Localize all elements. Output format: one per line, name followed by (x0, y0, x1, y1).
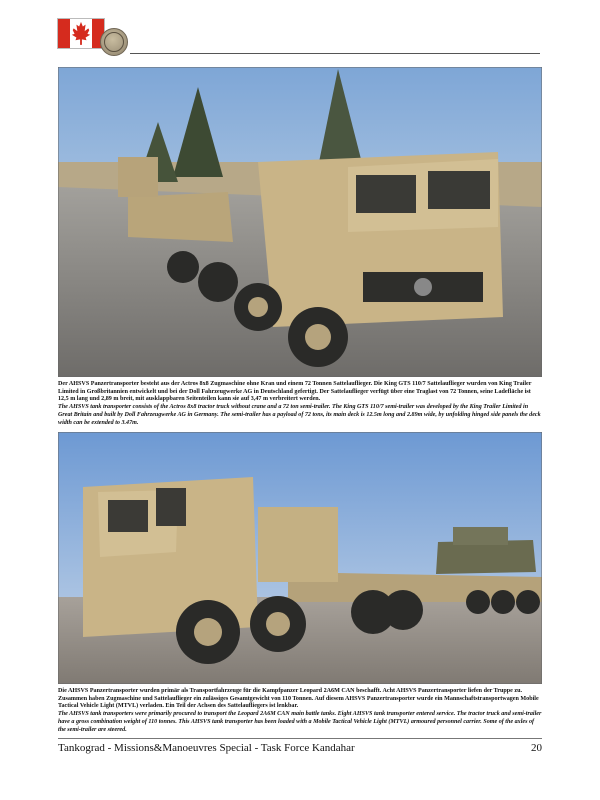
footer-divider (58, 738, 542, 739)
maple-leaf-icon (70, 21, 92, 46)
canada-flag-icon (57, 18, 105, 49)
flag-red-bar-left (58, 19, 70, 48)
caption-english-text: The AHSVS tank transporter consists of the Actros 8x8 tractor truck without crane and a 72 ton semi-trailer. The King GTS 110/7 semi-trailer was developed by the King Trailer Limited in Great Britain and built by Doll Fahrzeugwerke AG in Germany. The semi-trailer has a payload of 72 tons, its main deck is 12.5m long and 2.89m wide, by unfolding hinged side panels the deck width can be extended to 3.47m. (58, 404, 541, 426)
ahsvs-convoy-photo (58, 67, 542, 377)
caption-german-text: Die AHSVS Panzertransporter wurden primär als Transportfahrzeuge für die Kampfpanzer Leopard 2A6M CAN beschafft. Acht AHSVS Panzertransporter liefen der Truppe zu. Zusammen haben Zugmaschine und Sattelauflieger ein zulässiges Gesamtgewicht von 110 Tonnen. Auf diesem AHSVS Panzertransporter wurde ein Mannschaftstransportwagen Mobile Tactical Vehicle Light (MTVL) verladen. Ein Teil der Achsen des Sattelaufliegers ist lenkbar. (58, 688, 539, 710)
footer-title: Tankograd - Missions&Manoeuvres Special - Task Force Kandahar (58, 742, 355, 754)
caption-english-text: The AHSVS tank transporters were primarily procured to transport the Leopard 2A6M CAN main battle tanks. Eight AHSVS tank transporter entered service. The tractor truck and semi-trailer have a gross combination weight of 110 tonnes. This AHSVS tank transporter has been loaded with a Mobile Tactical Vehicle Light (MTVL) armoured personnel carrier. Some of the axles of the semi-trailer are steered. (58, 711, 542, 733)
ahsvs-leopard-photo (58, 432, 542, 684)
page-number: 20 (531, 742, 542, 754)
photo-caption-2 (58, 688, 542, 734)
header-divider (130, 53, 540, 54)
photo-caption-1 (58, 381, 542, 427)
caption-german-text: Der AHSVS Panzertransporter besteht aus der Actros 8x8 Zugmaschine ohne Kran und einem 72 Tonnen Sattelauflieger. Die King GTS 110/7 Sattelauflieger wurden von King Trailer Limited in Großbritannien entwickelt und bei der Doll Fahrzeugwerke AG in Deutschland gefertigt. Der Sattelauflieger verfügt über eine Traglast von 72 Tonnen, seine Ladefläche ist 12,5 m lang und 2,89 m breit, mit ausklappbaren Seitenteilen kann sie auf 3,47 m verbreitert werden. (58, 381, 532, 403)
isaf-badge-icon (100, 28, 128, 56)
